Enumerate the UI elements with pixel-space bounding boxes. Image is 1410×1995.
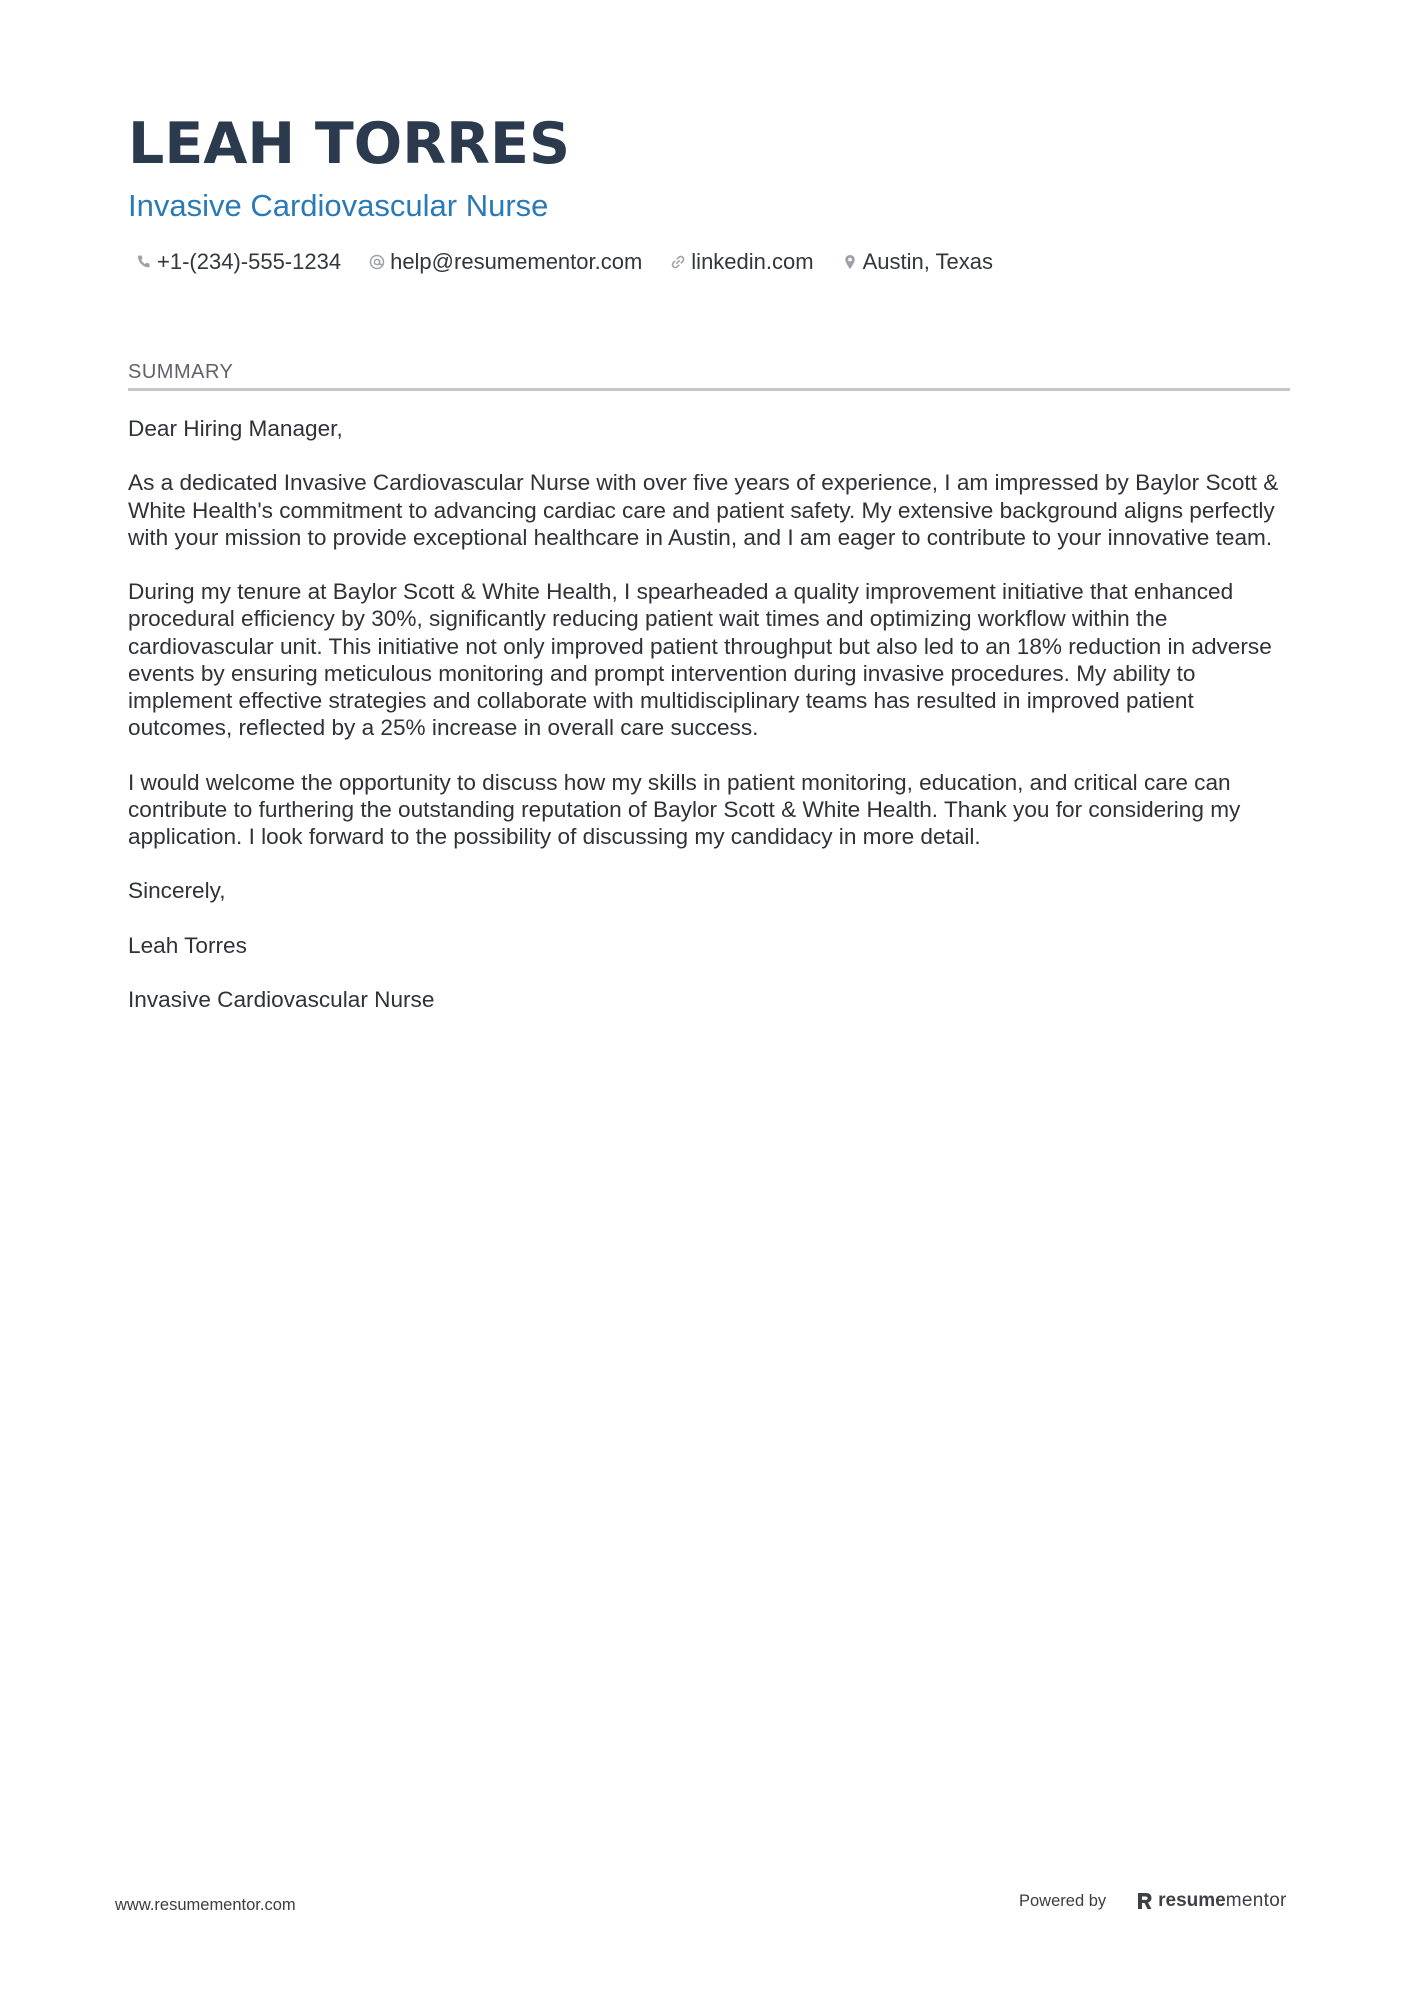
section-title: SUMMARY bbox=[128, 360, 1290, 391]
closing: Sincerely, bbox=[128, 878, 226, 904]
paragraph-closing: I would welcome the opportunity to discuss how my skills in patient monitoring, education, and critical care can contribute to furthering the outstanding reputation of Baylor Scott & White Health. Thank you for considering my application. I look forward to the possibility of discussing my candidacy in more detail. bbox=[128, 769, 1241, 849]
candidate-name: LEAH TORRES bbox=[128, 111, 571, 177]
brand-text-resume: resume bbox=[1158, 1890, 1226, 1911]
location-text: Austin, Texas bbox=[862, 249, 994, 274]
brand-text-mentor: mentor bbox=[1225, 1890, 1287, 1911]
link-icon bbox=[670, 254, 686, 270]
linkedin-text: linkedin.com bbox=[691, 249, 814, 274]
email-text: help@resumementor.com bbox=[390, 249, 643, 274]
contact-email bbox=[369, 248, 642, 276]
footer-brand bbox=[1019, 1890, 1287, 1912]
contact-location bbox=[842, 248, 993, 276]
location-pin-icon bbox=[842, 254, 858, 270]
paragraph-experience: During my tenure at Baylor Scott & White Health, I spearheaded a quality improvement initiative that enhanced procedural efficiency by 30%, significantly reducing patient wait times and optimizing workflow within the cardiovascular unit. This initiative not only improved patient throughput but also led to an 18% reduction in adverse events by ensuring meticulous monitoring and prompt intervention during invasive procedures. My ability to implement effective strategies and collaborate with multidisciplinary teams has resulted in improved patient outcomes, reflected by a 25% increase in overall care success. bbox=[128, 579, 1272, 741]
signature-name: Leah Torres bbox=[128, 932, 247, 958]
at-icon bbox=[369, 254, 385, 270]
signature-title: Invasive Cardiovascular Nurse bbox=[128, 987, 435, 1013]
paragraph-intro: As a dedicated Invasive Cardiovascular Nurse with over five years of experience, I am impressed by Baylor Scott & White Health's commitment to advancing cardiac care and patient safety. My extensive background aligns perfectly with your mission to provide exceptional healthcare in Austin, and I am eager to contribute to your innovative team. bbox=[128, 470, 1279, 550]
greeting: Dear Hiring Manager, bbox=[128, 416, 343, 441]
brand-logo[interactable] bbox=[1136, 1890, 1287, 1912]
contact-phone bbox=[136, 248, 341, 276]
phone-icon bbox=[136, 254, 152, 270]
footer-website[interactable]: www.resumementor.com bbox=[115, 1896, 296, 1914]
letter-body bbox=[128, 415, 1290, 1013]
powered-by-label: Powered by bbox=[1019, 1891, 1107, 1910]
phone-text: +1-(234)-555-1234 bbox=[157, 249, 342, 274]
resumementor-logo-icon bbox=[1136, 1891, 1154, 1911]
summary-section bbox=[128, 360, 1290, 1041]
contact-linkedin bbox=[670, 248, 813, 276]
contact-bar bbox=[128, 248, 1288, 276]
candidate-role: Invasive Cardiovascular Nurse bbox=[128, 188, 549, 223]
header bbox=[128, 108, 1288, 276]
